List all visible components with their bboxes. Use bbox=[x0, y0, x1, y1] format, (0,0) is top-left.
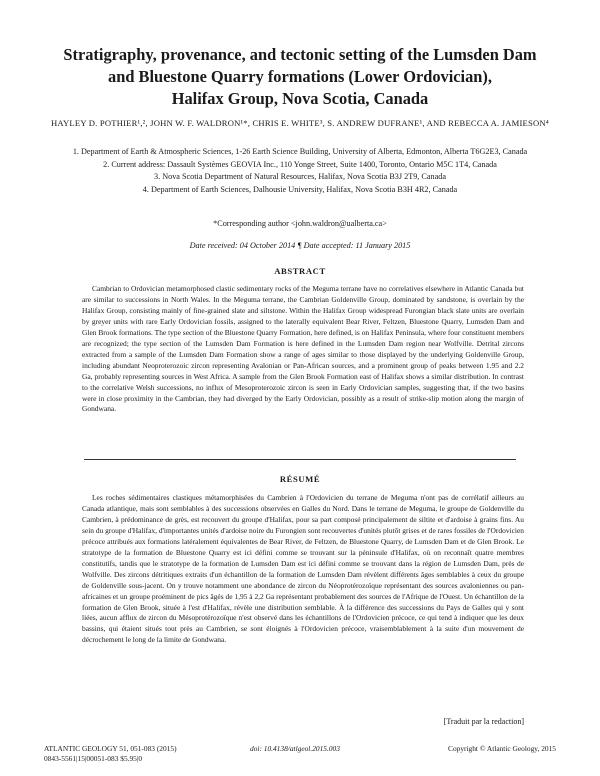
footer-journal: ATLANTIC GEOLOGY 51, 051-083 (2015) bbox=[44, 744, 177, 753]
author-list: HAYLEY D. POTHIER¹,², JOHN W. F. WALDRON¹*, CHRIS E. WHITE³, S. ANDREW DUFRANE¹, AND REBECCA A. JAMIESON⁴ bbox=[51, 118, 549, 128]
title-line: and Bluestone Quarry formations (Lower Ordovician), bbox=[108, 67, 492, 86]
footer-copyright: Copyright © Atlantic Geology, 2015 bbox=[448, 744, 556, 753]
abstract-body: Cambrian to Ordovician metamorphosed clastic sedimentary rocks of the Meguma terrane have no correlatives elsewhere in Atlantic Canada but are similar to successions in North Wales. In the Meguma terrane, the Cambrian Goldenville Group, dominated by sandstone, is overlain by the Halifax Group, consisting mainly of fine-grained slate and siltstone. Within the Halifax Group widespread Furongian black slate units are overlain by greyer units with rare Early Ordovician fossils, assigned to the laterally equivalent Bear River, Feltzen, Bluestone Quarry, Lumsden Dam and Glen Brook formations. The type section of the Bluestone Quarry Formation, here defined, is on Halifax Peninsula, where four constituent members are recognized; the type section of the Lumsden Dam Formation is here defined in the Lumsden Dam region near Wolfville. Detrital zircons extracted from a sample of the Lumsden Dam Formation show a range of ages similar to those displayed by the underlying Goldenville Group, including abundant Neoproterozoic zircon representing Avalonian or Pan-African sources, and a prominent group of peaks between 1.95 and 2.2 Ga, probably representing sources in West Africa. A sample from the Glen Brook Formation east of Halifax shows a similar distribution. In contrast to the correlative Welsh successions, no influx of Mesoproterozoic zircon is seen in Early Ordovician samples, suggesting that, if the two basins were in close proximity in the Cambrian, they had diverged by the Early Ordovician, possibly as a result of strike-slip motion along the margin of Gondwana. bbox=[82, 284, 524, 414]
affiliation-item: 1. Department of Earth & Atmospheric Sciences, 1-26 Earth Science Building, University of Alberta, Edmonton, Alberta T6G2E3, Canada bbox=[72, 147, 528, 156]
received-accepted-dates: Date received: 04 October 2014 ¶ Date accepted: 11 January 2015 bbox=[189, 241, 411, 250]
resume-body: Les roches sédimentaires clastiques métamorphisées du Cambrien à l'Ordovicien du terrane de Meguma n'ont pas de corrélatif ailleurs au Canada atlantique, mais sont semblables à des successions observées en Galles du Nord. Dans le terrane de Meguma, le groupe de Goldenville du Cambrien, à prédominance de grès, est recouvert du groupe d'Halifax, pour sa part composé principalement de siltite et d'ardoise à grains fins. Au sein du groupe d'Halifax, d'importantes unités d'ardoise noire du Furongien sont recouvertes d'unités plutôt grises et de rares fossiles de l'Ordovicien précoce attribués aux formations latéralement équivalentes de Bear River, de Feltzen, de Bluestone Quarry, de Lumsden Dam et de Glen Brook. Le stratotype de la formation de Bluestone Quarry est ici défini comme se trouvant sur la péninsule d'Halifax, où on reconnaît quatre membres constitutifs, tandis que le stratotype de la formation de Lumsden Dam est ici défini comme se trouvant dans la région de Lumsden Dam, près de Wolfville. Des zircons détritiques extraits d'un échantillon de la formation de Lumsden Dam révèlent différents âges semblables à ceux du groupe de Goldenville sous-jacent. On y trouve notamment une abondance de zircon du Néoprotérozoïque représentant des sources avaloniennes ou pan-africaines et un groupe proéminent de pics âgés de 1,95 à 2,2 Ga représentant probablement des sources de l'Afrique de l'Ouest. Un échantillon de la formation de Glen Brook, située à l'est d'Halifax, révèle une distribution semblable. À la différence des successions du Pays de Galles qui y sont liées, aucun afflux de zircon du Mésoprotérozoïque n'est observé dans les échantillons de l'Ordovicien précoce, ce qui tend à indiquer que les deux bassins, qui étaient situés tout près au Cambrien, se sont éloignés à l'Ordovicien précoce, vraisemblablement à la suite d'un mouvement de décrochement le long de la limite de Gondwana. bbox=[82, 493, 524, 645]
footer-doi[interactable]: doi: 10.4138/atlgeol.2015.003 bbox=[250, 744, 340, 753]
title-line: Stratigraphy, provenance, and tectonic setting of the Lumsden Dam bbox=[63, 45, 537, 64]
section-divider bbox=[84, 459, 516, 460]
affiliation-item: 2. Current address: Dassault Systèmes GEOVIA Inc., 110 Yonge Street, Suite 1400, Toronto, Ontario M5C 1T4, Canada bbox=[103, 159, 497, 169]
paper-title bbox=[40, 44, 560, 110]
affiliation-item: 3. Nova Scotia Department of Natural Resources, Halifax, Nova Scotia B3J 2T9, Canada bbox=[154, 172, 446, 182]
abstract-heading: ABSTRACT bbox=[274, 266, 326, 276]
translation-note: [Traduit par la redaction] bbox=[443, 717, 524, 726]
affiliation-item: 4. Department of Earth Sciences, Dalhousie University, Halifax, Nova Scotia B3H 4R2, Canada bbox=[142, 185, 458, 195]
resume-heading: RÉSUMÉ bbox=[279, 474, 321, 484]
title-line: Halifax Group, Nova Scotia, Canada bbox=[171, 89, 429, 108]
footer-journal-info bbox=[44, 744, 177, 763]
affiliations bbox=[20, 146, 580, 197]
footer-issn: 0843-5561|15|00051-083 $5.95|0 bbox=[44, 753, 143, 763]
corresponding-author: *Corresponding author <john.waldron@ualberta.ca> bbox=[213, 219, 387, 228]
